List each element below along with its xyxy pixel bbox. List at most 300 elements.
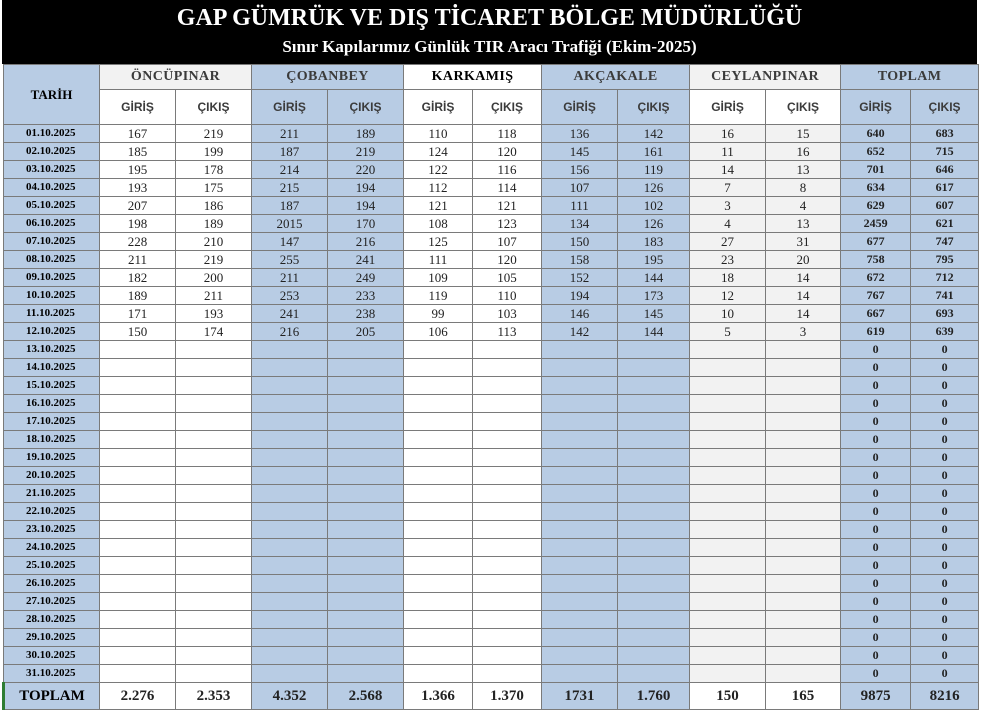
value-cell: 119 [618,161,690,179]
total-value-cell: 0 [911,521,979,539]
total-row [4,683,979,710]
value-cell [252,665,328,683]
gate-header-akcakale: AKÇAKALE [542,65,690,90]
value-cell: 194 [542,287,618,305]
value-cell [542,431,618,449]
value-cell [766,467,841,485]
value-cell: 18 [690,269,766,287]
value-cell [542,341,618,359]
value-cell [328,431,404,449]
value-cell [176,557,252,575]
value-cell [766,359,841,377]
table-row [4,395,979,413]
value-cell [328,647,404,665]
table-row [4,359,979,377]
value-cell: 210 [176,233,252,251]
table-row [4,593,979,611]
table-row [4,251,979,269]
date-cell: 30.10.2025 [4,647,100,665]
value-cell: 167 [100,125,176,143]
value-cell [328,575,404,593]
value-cell: 189 [328,125,404,143]
value-cell [473,449,542,467]
total-value-cell: 0 [911,611,979,629]
table-row [4,413,979,431]
total-value-cell: 2459 [841,215,911,233]
value-cell [473,413,542,431]
table-row [4,125,979,143]
total-cell: 165 [766,683,841,710]
value-cell [766,647,841,665]
value-cell: 16 [690,125,766,143]
value-cell: 178 [176,161,252,179]
value-cell [252,341,328,359]
table-row [4,377,979,395]
value-cell: 14 [766,269,841,287]
total-value-cell: 0 [841,449,911,467]
total-value-cell: 0 [841,503,911,521]
value-cell: 174 [176,323,252,341]
value-cell [176,539,252,557]
value-cell [252,521,328,539]
gate-header-ceylanpinar: CEYLANPINAR [690,65,841,90]
value-cell: 173 [618,287,690,305]
total-value-cell: 0 [911,503,979,521]
value-cell [766,611,841,629]
total-value-cell: 0 [841,593,911,611]
value-cell [176,395,252,413]
value-cell: 183 [618,233,690,251]
value-cell [176,485,252,503]
value-cell: 10 [690,305,766,323]
total-cell: 1731 [542,683,618,710]
total-value-cell: 0 [841,575,911,593]
date-cell: 03.10.2025 [4,161,100,179]
value-cell [404,377,473,395]
date-cell: 16.10.2025 [4,395,100,413]
value-cell [252,557,328,575]
sub-header-cikis: ÇIKIŞ [911,90,979,125]
value-cell [618,593,690,611]
value-cell: 14 [766,305,841,323]
sub-header-cikis: ÇIKIŞ [473,90,542,125]
value-cell: 111 [404,251,473,269]
value-cell [542,467,618,485]
value-cell [252,413,328,431]
date-cell: 06.10.2025 [4,215,100,233]
table-row [4,323,979,341]
value-cell: 187 [252,197,328,215]
value-cell: 134 [542,215,618,233]
value-cell [176,575,252,593]
total-value-cell: 646 [911,161,979,179]
total-cell: 2.353 [176,683,252,710]
value-cell: 136 [542,125,618,143]
value-cell [542,557,618,575]
value-cell [766,521,841,539]
date-cell: 14.10.2025 [4,359,100,377]
value-cell: 3 [690,197,766,215]
value-cell: 120 [473,143,542,161]
value-cell [328,629,404,647]
sub-header-giris: GİRİŞ [690,90,766,125]
value-cell: 114 [473,179,542,197]
value-cell: 111 [542,197,618,215]
value-cell: 106 [404,323,473,341]
value-cell [618,341,690,359]
value-cell: 219 [328,143,404,161]
value-cell: 193 [100,179,176,197]
table-row [4,557,979,575]
value-cell: 211 [252,125,328,143]
value-cell: 200 [176,269,252,287]
table-body [4,125,979,683]
value-cell [473,557,542,575]
value-cell: 152 [542,269,618,287]
value-cell [100,575,176,593]
total-cell: 1.760 [618,683,690,710]
value-cell [176,665,252,683]
value-cell [766,539,841,557]
date-cell: 28.10.2025 [4,611,100,629]
value-cell [542,539,618,557]
value-cell: 116 [473,161,542,179]
value-cell [766,449,841,467]
total-value-cell: 767 [841,287,911,305]
value-cell [252,539,328,557]
value-cell [473,431,542,449]
value-cell [473,539,542,557]
value-cell: 238 [328,305,404,323]
total-value-cell: 0 [911,665,979,683]
total-label: TOPLAM [4,683,100,710]
value-cell [473,395,542,413]
value-cell [690,359,766,377]
date-cell: 29.10.2025 [4,629,100,647]
value-cell: 23 [690,251,766,269]
total-value-cell: 715 [911,143,979,161]
value-cell [473,593,542,611]
value-cell [404,575,473,593]
value-cell [690,377,766,395]
total-value-cell: 621 [911,215,979,233]
total-value-cell: 0 [841,359,911,377]
value-cell [404,539,473,557]
value-cell [690,521,766,539]
value-cell: 20 [766,251,841,269]
date-cell: 21.10.2025 [4,485,100,503]
total-value-cell: 0 [841,395,911,413]
value-cell [473,629,542,647]
table-row [4,485,979,503]
total-cell: 2.276 [100,683,176,710]
value-cell [618,413,690,431]
value-cell: 186 [176,197,252,215]
value-cell: 161 [618,143,690,161]
value-cell: 126 [618,215,690,233]
value-cell [100,359,176,377]
value-cell [328,593,404,611]
date-cell: 04.10.2025 [4,179,100,197]
table-row [4,269,979,287]
value-cell: 171 [100,305,176,323]
value-cell: 102 [618,197,690,215]
value-cell [100,611,176,629]
date-cell: 19.10.2025 [4,449,100,467]
value-cell [618,611,690,629]
value-cell [618,377,690,395]
value-cell [404,629,473,647]
total-value-cell: 0 [841,647,911,665]
value-cell [100,449,176,467]
value-cell [404,485,473,503]
value-cell [618,539,690,557]
total-value-cell: 634 [841,179,911,197]
date-cell: 02.10.2025 [4,143,100,161]
value-cell [404,467,473,485]
value-cell [328,539,404,557]
value-cell [100,539,176,557]
total-value-cell: 747 [911,233,979,251]
value-cell [690,341,766,359]
value-cell: 105 [473,269,542,287]
value-cell [618,665,690,683]
value-cell [766,575,841,593]
value-cell: 16 [766,143,841,161]
value-cell: 112 [404,179,473,197]
value-cell: 241 [328,251,404,269]
value-cell [542,413,618,431]
total-value-cell: 683 [911,125,979,143]
total-value-cell: 0 [911,377,979,395]
value-cell [618,359,690,377]
value-cell: 103 [473,305,542,323]
value-cell [100,431,176,449]
total-value-cell: 0 [911,557,979,575]
table-row [4,197,979,215]
value-cell [542,575,618,593]
total-value-cell: 0 [841,485,911,503]
date-cell: 24.10.2025 [4,539,100,557]
value-cell [252,575,328,593]
value-cell [404,521,473,539]
value-cell [690,575,766,593]
date-cell: 05.10.2025 [4,197,100,215]
value-cell [542,593,618,611]
sub-header-cikis: ÇIKIŞ [618,90,690,125]
value-cell [618,431,690,449]
value-cell: 7 [690,179,766,197]
value-cell [766,557,841,575]
value-cell: 123 [473,215,542,233]
total-value-cell: 0 [911,359,979,377]
total-value-cell: 0 [841,413,911,431]
value-cell [404,359,473,377]
value-cell [176,413,252,431]
total-cell: 150 [690,683,766,710]
value-cell [473,503,542,521]
value-cell [542,521,618,539]
date-cell: 23.10.2025 [4,521,100,539]
date-cell: 12.10.2025 [4,323,100,341]
value-cell [252,377,328,395]
date-cell: 20.10.2025 [4,467,100,485]
value-cell [473,485,542,503]
value-cell [100,485,176,503]
total-cell: 8216 [911,683,979,710]
sub-header-cikis: ÇIKIŞ [176,90,252,125]
value-cell [100,629,176,647]
total-value-cell: 0 [841,431,911,449]
value-cell: 11 [690,143,766,161]
date-cell: 15.10.2025 [4,377,100,395]
value-cell: 150 [100,323,176,341]
value-cell [690,503,766,521]
value-cell: 170 [328,215,404,233]
table-row [4,575,979,593]
value-cell: 142 [542,323,618,341]
value-cell: 126 [618,179,690,197]
sub-header-giris: GİRİŞ [100,90,176,125]
value-cell [404,413,473,431]
value-cell: 198 [100,215,176,233]
page-title: GAP GÜMRÜK VE DIŞ TİCARET BÖLGE MÜDÜRLÜĞÜ [176,5,803,31]
value-cell: 147 [252,233,328,251]
value-cell: 199 [176,143,252,161]
total-value-cell: 617 [911,179,979,197]
value-cell: 12 [690,287,766,305]
total-value-cell: 640 [841,125,911,143]
value-cell [100,647,176,665]
value-cell [100,503,176,521]
value-cell: 189 [176,215,252,233]
total-value-cell: 0 [841,557,911,575]
value-cell: 4 [766,197,841,215]
value-cell [618,467,690,485]
value-cell [690,395,766,413]
value-cell [618,395,690,413]
table-row [4,647,979,665]
value-cell: 8 [766,179,841,197]
total-value-cell: 0 [841,611,911,629]
value-cell: 119 [404,287,473,305]
total-value-cell: 672 [841,269,911,287]
value-cell: 5 [690,323,766,341]
value-cell [404,341,473,359]
value-cell: 195 [618,251,690,269]
value-cell [176,593,252,611]
value-cell [766,431,841,449]
value-cell [404,431,473,449]
value-cell [252,629,328,647]
value-cell [100,665,176,683]
gate-header-cobanbey: ÇOBANBEY [252,65,404,90]
value-cell [690,665,766,683]
value-cell [473,611,542,629]
date-cell: 07.10.2025 [4,233,100,251]
value-cell [690,647,766,665]
value-cell: 110 [404,125,473,143]
value-cell: 220 [328,161,404,179]
value-cell [404,395,473,413]
value-cell [766,503,841,521]
value-cell [252,467,328,485]
value-cell [766,593,841,611]
sub-header-giris: GİRİŞ [841,90,911,125]
value-cell [252,611,328,629]
value-cell [404,665,473,683]
value-cell [252,449,328,467]
value-cell: 144 [618,323,690,341]
value-cell [328,359,404,377]
value-cell [328,413,404,431]
total-value-cell: 0 [911,467,979,485]
value-cell: 253 [252,287,328,305]
value-cell: 99 [404,305,473,323]
value-cell [252,431,328,449]
table-row [4,305,979,323]
value-cell: 194 [328,179,404,197]
value-cell: 158 [542,251,618,269]
value-cell: 189 [100,287,176,305]
value-cell [690,431,766,449]
value-cell [690,449,766,467]
value-cell: 211 [176,287,252,305]
value-cell: 150 [542,233,618,251]
value-cell [252,485,328,503]
table-row [4,215,979,233]
value-cell [252,593,328,611]
sub-header-cikis: ÇIKIŞ [766,90,841,125]
value-cell [252,647,328,665]
total-value-cell: 0 [841,665,911,683]
value-cell: 145 [542,143,618,161]
date-cell: 26.10.2025 [4,575,100,593]
value-cell: 146 [542,305,618,323]
value-cell [766,629,841,647]
value-cell: 31 [766,233,841,251]
value-cell: 216 [252,323,328,341]
date-column-header: TARİH [4,65,100,125]
value-cell: 125 [404,233,473,251]
value-cell: 120 [473,251,542,269]
value-cell: 194 [328,197,404,215]
value-cell [100,341,176,359]
value-cell [473,647,542,665]
total-value-cell: 607 [911,197,979,215]
table-row [4,179,979,197]
value-cell: 109 [404,269,473,287]
total-value-cell: 0 [911,629,979,647]
value-cell: 215 [252,179,328,197]
value-cell: 13 [766,215,841,233]
value-cell: 211 [100,251,176,269]
date-cell: 18.10.2025 [4,431,100,449]
total-value-cell: 0 [911,413,979,431]
value-cell [473,521,542,539]
value-cell [328,521,404,539]
sub-header-giris: GİRİŞ [542,90,618,125]
table-row [4,539,979,557]
value-cell [690,413,766,431]
total-cell: 4.352 [252,683,328,710]
value-cell [618,521,690,539]
value-cell: 185 [100,143,176,161]
value-cell [100,413,176,431]
value-cell [100,521,176,539]
value-cell: 14 [690,161,766,179]
value-cell [176,629,252,647]
